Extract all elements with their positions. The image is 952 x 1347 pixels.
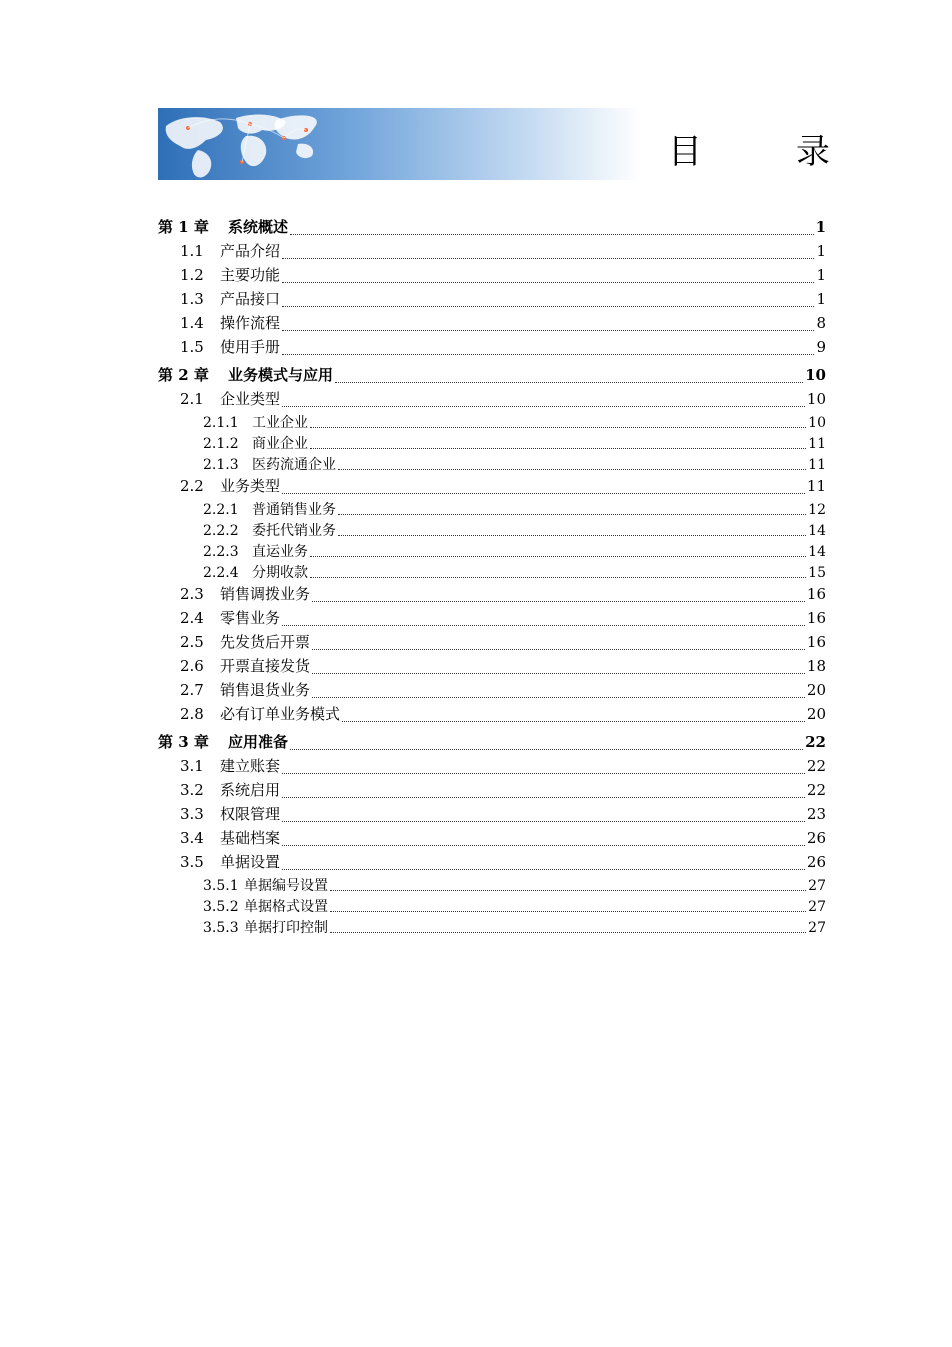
toc-entry-level-3[interactable] xyxy=(158,896,826,917)
toc-entry-number: 3.5.2 xyxy=(203,899,239,915)
toc-entry-page-number: 1 xyxy=(816,266,826,284)
world-map-icon xyxy=(158,108,638,180)
dot-leader xyxy=(310,577,806,578)
toc-entry-label: 销售退货业务 xyxy=(220,681,311,699)
toc-entry-number: 3.4 xyxy=(180,829,204,847)
toc-entry-page-number: 23 xyxy=(806,805,826,823)
toc-entry-label: 权限管理 xyxy=(220,805,281,823)
toc-entry-number: 2.7 xyxy=(180,681,204,699)
toc-entry-level-3[interactable] xyxy=(158,917,826,938)
toc-entry-label: 产品介绍 xyxy=(220,242,281,260)
dot-leader xyxy=(282,282,814,283)
toc-entry-page-number: 22 xyxy=(806,757,826,775)
dot-leader xyxy=(312,601,805,602)
toc-entry-label: 单据格式设置 xyxy=(244,899,328,915)
toc-entry-page-number: 22 xyxy=(806,781,826,799)
toc-entry-label: 医药流通企业 xyxy=(252,457,336,473)
toc-entry-page-number: 20 xyxy=(806,681,826,699)
toc-entry-level-2[interactable] xyxy=(158,827,826,851)
toc-entry-label: 建立账套 xyxy=(220,757,281,775)
toc-entry-label: 业务模式与应用 xyxy=(228,366,334,384)
toc-entry-number: 1.2 xyxy=(180,266,204,284)
toc-entry-page-number: 11 xyxy=(806,477,826,495)
toc-entry-page-number: 27 xyxy=(808,920,826,936)
dot-leader xyxy=(330,890,806,891)
toc-entry-page-number: 12 xyxy=(808,502,826,518)
toc-entry-label: 主要功能 xyxy=(220,266,281,284)
dot-leader xyxy=(310,427,806,428)
dot-leader xyxy=(342,721,805,722)
toc-entry-number: 2.2.1 xyxy=(203,502,239,518)
toc-entry-level-1[interactable] xyxy=(158,364,826,388)
toc-entry-level-2[interactable] xyxy=(158,475,826,499)
toc-entry-number: 3.5.1 xyxy=(203,878,239,894)
dot-leader xyxy=(282,258,814,259)
toc-entry-level-2[interactable] xyxy=(158,655,826,679)
toc-entry-number: 2.1.2 xyxy=(203,436,239,452)
toc-entry-number: 2.6 xyxy=(180,657,204,675)
dot-leader xyxy=(282,406,805,407)
dot-leader xyxy=(282,354,814,355)
dot-leader xyxy=(282,845,805,846)
toc-entry-page-number: 22 xyxy=(805,733,826,751)
toc-entry-level-3[interactable] xyxy=(158,454,826,475)
table-of-contents xyxy=(158,216,826,938)
toc-entry-level-2[interactable] xyxy=(158,288,826,312)
toc-entry-number: 2.3 xyxy=(180,585,204,603)
toc-entry-label: 工业企业 xyxy=(252,415,308,431)
dot-leader xyxy=(312,697,805,698)
toc-entry-level-2[interactable] xyxy=(158,312,826,336)
toc-entry-label: 基础档案 xyxy=(220,829,281,847)
dot-leader xyxy=(282,493,805,494)
toc-entry-number: 2.2 xyxy=(180,477,204,495)
toc-entry-label: 系统启用 xyxy=(220,781,281,799)
toc-entry-page-number: 11 xyxy=(808,457,826,473)
dot-leader xyxy=(282,821,805,822)
dot-leader xyxy=(282,869,805,870)
toc-entry-label: 必有订单业务模式 xyxy=(220,705,341,723)
toc-entry-page-number: 10 xyxy=(805,366,826,384)
toc-entry-page-number: 14 xyxy=(808,544,826,560)
toc-entry-number: 2.5 xyxy=(180,633,204,651)
world-map-banner-icon xyxy=(158,108,860,180)
toc-entry-page-number: 15 xyxy=(808,565,826,581)
toc-entry-page-number: 26 xyxy=(806,853,826,871)
dot-leader xyxy=(282,330,814,331)
toc-entry-label: 操作流程 xyxy=(220,314,281,332)
toc-entry-page-number: 27 xyxy=(808,899,826,915)
toc-entry-level-2[interactable] xyxy=(158,336,826,360)
toc-entry-number: 3.5.3 xyxy=(203,920,239,936)
toc-entry-level-3[interactable] xyxy=(158,875,826,896)
toc-entry-number: 2.1.3 xyxy=(203,457,239,473)
toc-entry-label: 产品接口 xyxy=(220,290,281,308)
toc-entry-level-2[interactable] xyxy=(158,679,826,703)
toc-entry-number: 2.1 xyxy=(180,390,204,408)
toc-entry-page-number: 20 xyxy=(806,705,826,723)
toc-entry-level-2[interactable] xyxy=(158,631,826,655)
dot-leader xyxy=(310,448,806,449)
dot-leader xyxy=(338,469,806,470)
toc-entry-page-number: 8 xyxy=(816,314,826,332)
toc-entry-label: 零售业务 xyxy=(220,609,281,627)
toc-entry-number: 2.2.3 xyxy=(203,544,239,560)
toc-entry-level-2[interactable] xyxy=(158,703,826,727)
toc-entry-number: 2.2.2 xyxy=(203,523,239,539)
toc-entry-number: 2.2.4 xyxy=(203,565,239,581)
toc-entry-level-2[interactable] xyxy=(158,779,826,803)
toc-entry-label: 单据设置 xyxy=(220,853,281,871)
dot-leader xyxy=(290,234,814,235)
toc-entry-number: 2.8 xyxy=(180,705,204,723)
toc-entry-page-number: 18 xyxy=(806,657,826,675)
dot-leader xyxy=(335,382,803,383)
toc-entry-label: 直运业务 xyxy=(252,544,308,560)
toc-entry-level-1[interactable] xyxy=(158,216,826,240)
toc-entry-page-number: 10 xyxy=(808,415,826,431)
toc-entry-level-3[interactable] xyxy=(158,520,826,541)
toc-entry-label: 单据编号设置 xyxy=(244,878,328,894)
toc-entry-level-3[interactable] xyxy=(158,499,826,520)
toc-entry-label: 使用手册 xyxy=(220,338,281,356)
toc-entry-page-number: 27 xyxy=(808,878,826,894)
toc-entry-number: 1.3 xyxy=(180,290,204,308)
toc-entry-page-number: 10 xyxy=(806,390,826,408)
toc-entry-level-3[interactable] xyxy=(158,433,826,454)
toc-entry-page-number: 9 xyxy=(816,338,826,356)
toc-entry-number: 第 2 章 xyxy=(158,366,209,384)
toc-entry-page-number: 1 xyxy=(816,290,826,308)
toc-entry-label: 系统概述 xyxy=(228,218,289,236)
toc-entry-level-2[interactable] xyxy=(158,240,826,264)
toc-entry-number: 3.5 xyxy=(180,853,204,871)
toc-entry-level-2[interactable] xyxy=(158,583,826,607)
dot-leader xyxy=(282,797,805,798)
toc-entry-level-2[interactable] xyxy=(158,607,826,631)
toc-entry-label: 普通销售业务 xyxy=(252,502,336,518)
dot-leader xyxy=(338,514,806,515)
toc-entry-number: 3.1 xyxy=(180,757,204,775)
dot-leader xyxy=(282,773,805,774)
dot-leader xyxy=(330,911,806,912)
toc-entry-label: 应用准备 xyxy=(228,733,289,751)
dot-leader xyxy=(282,306,814,307)
toc-entry-label: 单据打印控制 xyxy=(244,920,328,936)
toc-entry-level-2[interactable] xyxy=(158,388,826,412)
toc-entry-label: 企业类型 xyxy=(220,390,281,408)
toc-entry-number: 1.1 xyxy=(180,242,204,260)
toc-entry-page-number: 1 xyxy=(816,242,826,260)
toc-entry-label: 商业企业 xyxy=(252,436,308,452)
toc-entry-number: 1.5 xyxy=(180,338,204,356)
toc-entry-label: 委托代销业务 xyxy=(252,523,336,539)
toc-entry-page-number: 1 xyxy=(815,218,826,236)
toc-entry-page-number: 16 xyxy=(806,609,826,627)
dot-leader xyxy=(338,535,806,536)
dot-leader xyxy=(312,673,805,674)
toc-entry-label: 业务类型 xyxy=(220,477,281,495)
page-title: 目 录 xyxy=(668,132,860,172)
toc-entry-number: 3.2 xyxy=(180,781,204,799)
dot-leader xyxy=(310,556,806,557)
toc-entry-level-2[interactable] xyxy=(158,755,826,779)
toc-entry-label: 开票直接发货 xyxy=(220,657,311,675)
dot-leader xyxy=(312,649,805,650)
toc-entry-number: 1.4 xyxy=(180,314,204,332)
toc-entry-level-2[interactable] xyxy=(158,264,826,288)
dot-leader xyxy=(330,932,806,933)
toc-entry-label: 先发货后开票 xyxy=(220,633,311,651)
toc-entry-page-number: 16 xyxy=(806,633,826,651)
toc-entry-number: 第 1 章 xyxy=(158,218,209,236)
toc-entry-label: 销售调拨业务 xyxy=(220,585,311,603)
toc-entry-number: 第 3 章 xyxy=(158,733,209,751)
toc-entry-level-3[interactable] xyxy=(158,412,826,433)
toc-entry-page-number: 26 xyxy=(806,829,826,847)
toc-entry-number: 3.3 xyxy=(180,805,204,823)
toc-entry-level-3[interactable] xyxy=(158,541,826,562)
toc-entry-level-1[interactable] xyxy=(158,731,826,755)
toc-entry-number: 2.4 xyxy=(180,609,204,627)
toc-entry-label: 分期收款 xyxy=(252,565,308,581)
toc-entry-number: 2.1.1 xyxy=(203,415,239,431)
dot-leader xyxy=(290,749,803,750)
toc-entry-level-2[interactable] xyxy=(158,803,826,827)
dot-leader xyxy=(282,625,805,626)
toc-entry-page-number: 14 xyxy=(808,523,826,539)
toc-entry-page-number: 11 xyxy=(808,436,826,452)
toc-entry-level-3[interactable] xyxy=(158,562,826,583)
toc-entry-page-number: 16 xyxy=(806,585,826,603)
toc-entry-level-2[interactable] xyxy=(158,851,826,875)
